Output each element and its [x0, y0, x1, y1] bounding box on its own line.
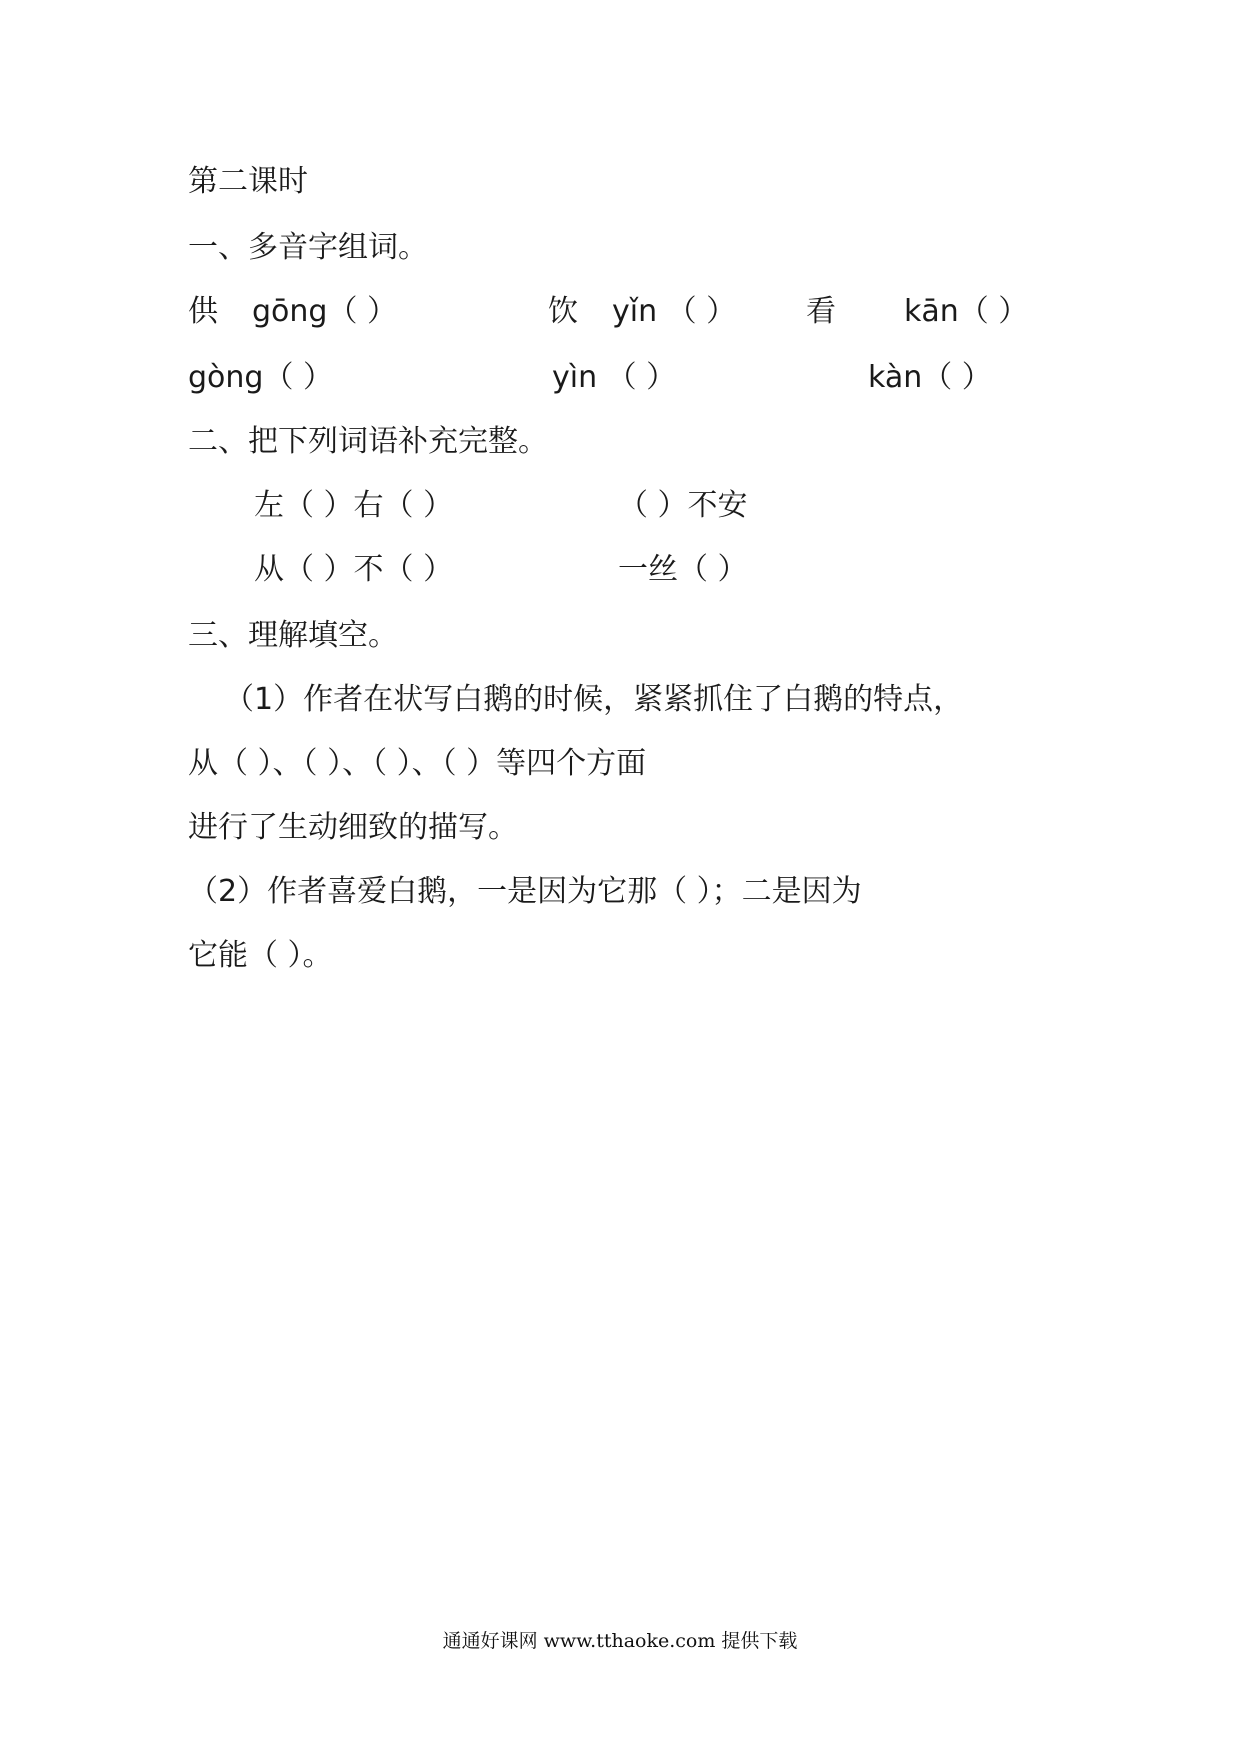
pinyin-kan1: kān（ ）: [904, 294, 1029, 329]
idiom-1: 左（ ）右（ ）: [254, 488, 454, 523]
idiom-4: 一丝（ ）: [618, 552, 748, 587]
footer-credit: 通通好课网 www.tthaoke.com 提供下载: [442, 1630, 798, 1652]
question2-line1: （2）作者喜爱白鹅，一是因为它那（ ）；二是因为: [188, 874, 862, 909]
pinyin-kan4: kàn（ ）: [868, 360, 992, 395]
question1-line1: （1）作者在状写白鹅的时候，紧紧抓住了白鹅的特点，: [224, 682, 964, 717]
char-gong: 供: [188, 294, 218, 329]
question1-line2: 从（ ）、（ ）、（ ）、（ ）等四个方面: [188, 746, 647, 781]
pinyin-yin4: yìn （ ）: [552, 360, 677, 395]
section2-heading: 二、把下列词语补充完整。: [188, 424, 548, 459]
idiom-3: 从（ ）不（ ）: [254, 552, 454, 587]
question2-line2: 它能（ ）。: [188, 938, 333, 973]
question1-line3: 进行了生动细致的描写。: [188, 810, 518, 845]
pinyin-gong1: gōng（ ）: [252, 294, 397, 329]
section3-heading: 三、理解填空。: [188, 618, 398, 653]
pinyin-gong4: gòng（ ）: [188, 360, 333, 395]
section1-heading: 一、多音字组词。: [188, 230, 428, 265]
lesson-title: 第二课时: [188, 164, 308, 199]
pinyin-yin3: yǐn （ ）: [612, 294, 737, 329]
char-yin: 饮: [548, 294, 578, 329]
idiom-2: （ ）不安: [618, 488, 748, 523]
char-kan: 看: [806, 294, 836, 329]
